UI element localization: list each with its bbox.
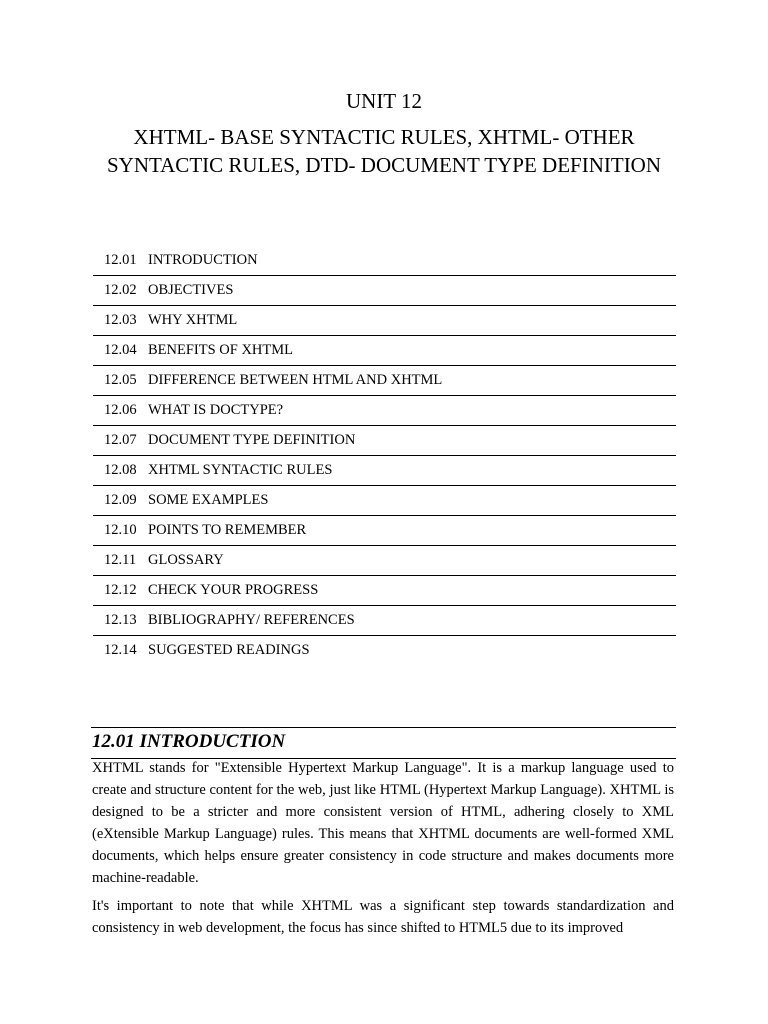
toc-row	[93, 276, 676, 306]
table-of-contents	[93, 246, 676, 666]
section-heading: 12.01 INTRODUCTION	[92, 731, 286, 752]
toc-number: 12.05	[104, 372, 137, 388]
toc-number: 12.10	[104, 522, 137, 538]
toc-label: SUGGESTED READINGS	[148, 642, 310, 658]
toc-label: INTRODUCTION	[148, 252, 258, 268]
toc-number: 12.01	[104, 252, 137, 268]
toc-number: 12.09	[104, 492, 137, 508]
toc-label: XHTML SYNTACTIC RULES	[148, 462, 333, 478]
toc-label: CHECK YOUR PROGRESS	[148, 582, 319, 598]
toc-row	[93, 546, 676, 576]
body-paragraph: XHTML stands for "Extensible Hypertext Markup Language". It is a markup language used to create and structure content for the web, just like HTML (Hypertext Markup Language). XHTML is designed to be a stricter and more consistent version of HTML, adhering closely to XML (eXtensible Markup Language) rules. This means that XHTML documents are well-formed XML documents, which helps ensure greater consistency in code structure and makes documents more machine-readable.	[92, 760, 674, 886]
toc-label: WHY XHTML	[148, 312, 238, 328]
toc-number: 12.07	[104, 432, 137, 448]
section-heading-box	[91, 727, 676, 759]
toc-number: 12.02	[104, 282, 137, 298]
unit-title: UNIT 12	[345, 89, 423, 113]
toc-number: 12.14	[104, 642, 137, 658]
toc-label: OBJECTIVES	[148, 282, 234, 298]
toc-row	[93, 576, 676, 606]
toc-label: BENEFITS OF XHTML	[148, 342, 294, 358]
chapter-title: XHTML- BASE SYNTACTIC RULES, XHTML- OTHER SYNTACTIC RULES, DTD- DOCUMENT TYPE DEFINITION	[106, 125, 662, 177]
toc-number: 12.06	[104, 402, 137, 418]
toc-label: DOCUMENT TYPE DEFINITION	[148, 432, 356, 448]
toc-row	[93, 606, 676, 636]
toc-number: 12.13	[104, 612, 137, 628]
toc-label: BIBLIOGRAPHY/ REFERENCES	[148, 612, 355, 628]
toc-label: POINTS TO REMEMBER	[148, 522, 307, 538]
toc-label: SOME EXAMPLES	[148, 492, 269, 508]
toc-number: 12.08	[104, 462, 137, 478]
toc-row	[93, 456, 676, 486]
toc-row	[93, 246, 676, 276]
toc-row	[93, 636, 676, 666]
toc-row	[93, 396, 676, 426]
toc-row	[93, 366, 676, 396]
body-paragraph: It's important to note that while XHTML was a significant step towards standardization and consistency in web development, the focus has since shifted to HTML5 due to its improved	[92, 898, 674, 936]
toc-row	[93, 516, 676, 546]
toc-number: 12.04	[104, 342, 137, 358]
toc-label: GLOSSARY	[148, 552, 224, 568]
toc-number: 12.12	[104, 582, 137, 598]
toc-row	[93, 426, 676, 456]
toc-label: WHAT IS DOCTYPE?	[148, 402, 284, 418]
toc-label: DIFFERENCE BETWEEN HTML AND XHTML	[148, 372, 443, 388]
toc-number: 12.11	[104, 552, 137, 568]
toc-row	[93, 336, 676, 366]
toc-row	[93, 306, 676, 336]
toc-row	[93, 486, 676, 516]
toc-number: 12.03	[104, 312, 137, 328]
